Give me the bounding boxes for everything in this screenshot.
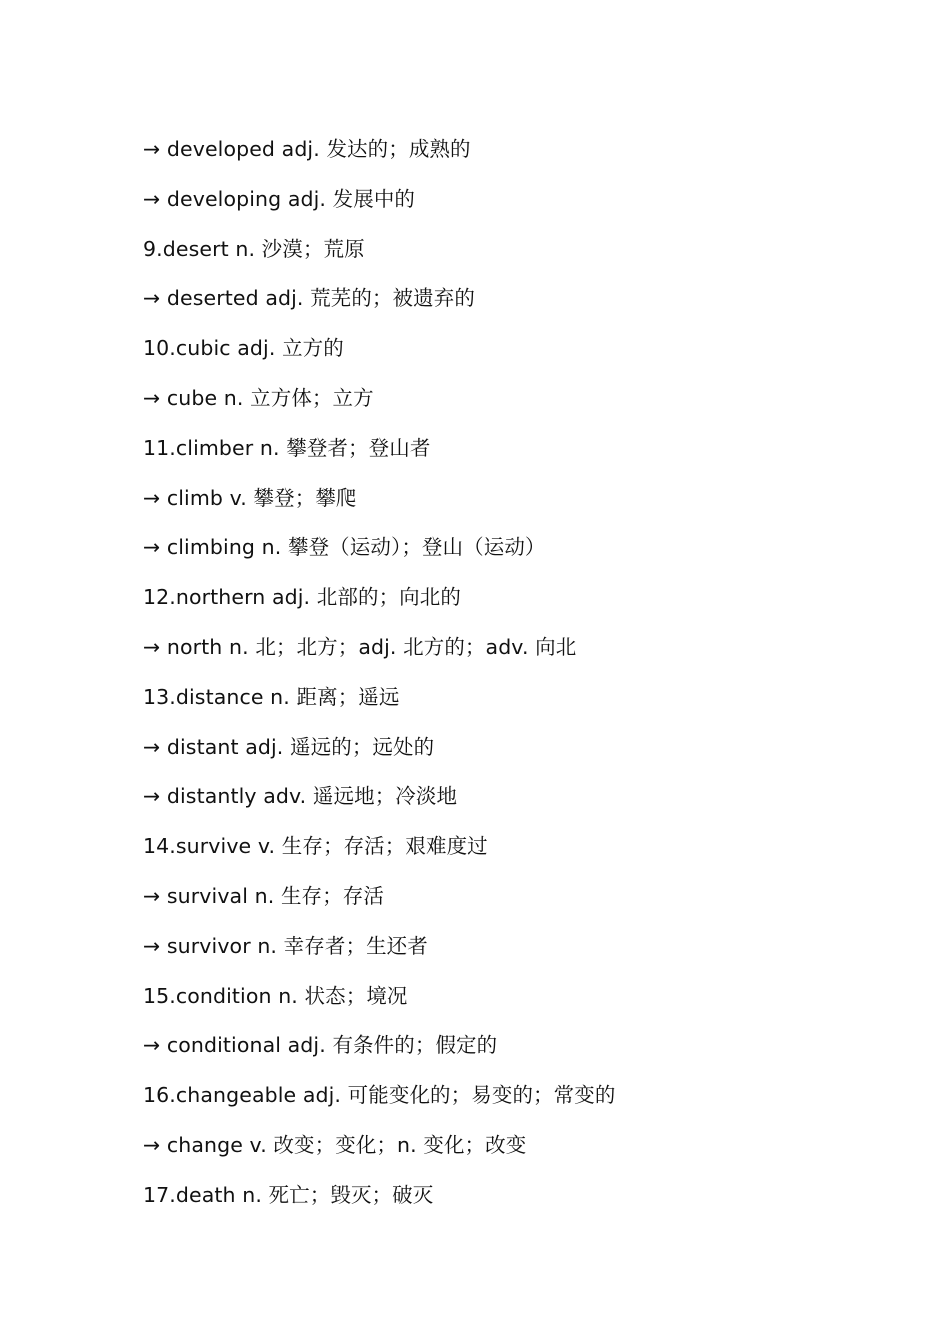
vocab-entry: → climbing n. 攀登（运动）；登山（运动） — [143, 535, 546, 560]
vocab-entry: → survivor n. 幸存者；生还者 — [143, 933, 428, 958]
vocab-entry: → survival n. 生存；存活 — [143, 883, 384, 908]
vocab-entry: → deserted adj. 荒芜的；被遗弃的 — [143, 286, 475, 311]
vocab-entry: → distant adj. 遥远的；远处的 — [143, 734, 435, 759]
vocabulary-list — [143, 130, 615, 1226]
vocab-entry: → change v. 改变；变化；n. 变化；改变 — [143, 1132, 527, 1157]
vocab-entry: → developing adj. 发展中的 — [143, 186, 416, 211]
vocab-entry: 12.northern adj. 北部的；向北的 — [143, 585, 461, 610]
vocab-entry: 15.condition n. 状态；境况 — [143, 983, 408, 1008]
vocab-entry: → developed adj. 发达的；成熟的 — [143, 137, 471, 161]
vocab-entry: → north n. 北；北方；adj. 北方的；adv. 向北 — [143, 634, 577, 659]
vocab-entry: → distantly adv. 遥远地；冷淡地 — [143, 784, 458, 809]
vocab-entry: 10.cubic adj. 立方的 — [143, 336, 344, 361]
vocab-entry: 9.desert n. 沙漠；荒原 — [143, 236, 365, 261]
vocab-entry: 14.survive v. 生存；存活；艰难度过 — [143, 834, 488, 859]
vocab-entry: 11.climber n. 攀登者；登山者 — [143, 435, 431, 460]
vocab-entry: 13.distance n. 距离；遥远 — [143, 684, 400, 709]
vocab-entry: → climb v. 攀登；攀爬 — [143, 485, 357, 510]
vocab-entry: → conditional adj. 有条件的；假定的 — [143, 1033, 498, 1058]
vocab-entry: → cube n. 立方体；立方 — [143, 385, 374, 410]
vocab-entry: 16.changeable adj. 可能变化的；易变的；常变的 — [143, 1083, 616, 1108]
vocab-entry: 17.death n. 死亡；毁灭；破灭 — [143, 1182, 434, 1207]
